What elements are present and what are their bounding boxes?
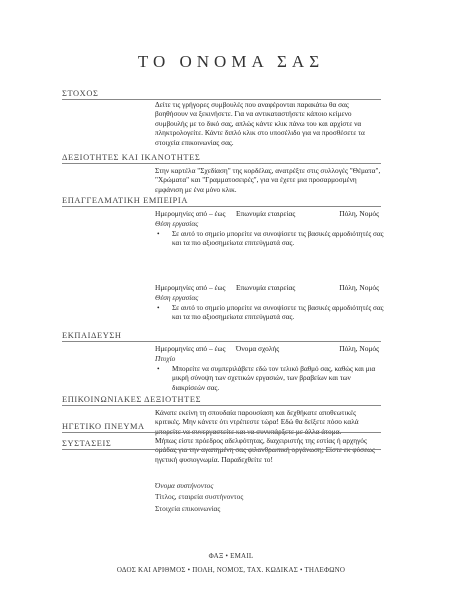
objective-text[interactable]: Δείτε τις γρήγορες συμβουλές που αναφέρονται παρακάτω θα σας βοηθήσουν να ξεκινήσετε. Για να αντικαταστήσετε κάποιο κείμενο συμβουλής με το δικό σας, απλώς κάντε κλικ πάνω του και αρχίστε να πληκτρολογείτε. Κάντε διπλό κλικ στο υποσέλιδο για να προσθέσετε τα στοιχεία επικοινωνίας σας. (155, 100, 365, 147)
section-divider (62, 432, 381, 433)
degree[interactable]: Πτυχίο (155, 354, 176, 363)
experience-heading: ΕΠΑΓΓΕΛΜΑΤΙΚΗ ΕΜΠΕΙΡΙΑ (62, 196, 188, 205)
page-title[interactable]: ΤΟ ΟΝΟΜΑ ΣΑΣ (137, 52, 325, 71)
job-bullet-text[interactable]: Σε αυτό το σημείο μπορείτε να συνοψίσετε τις βασικές αρμοδιότητές σας και τα πιο αξιοσημείωτα επιτεύγματά σας. (172, 230, 384, 248)
job-title[interactable]: Θέση εργασίας (155, 293, 199, 302)
job-location[interactable]: Πόλη, Νομός (339, 209, 379, 218)
education-bullet-text[interactable]: Μπορείτε να συμπεριλάβετε εδώ τον τελικό βαθμό σας, καθώς και μια μικρή σύνοψη των σχετικών εργασιών, των βραβείων και των διακρίσεών σας. (172, 365, 376, 392)
section-divider (62, 341, 381, 342)
bullet-icon: • (157, 304, 160, 312)
footer-fax-email[interactable]: ΦΑΞ • EMAIL (208, 552, 254, 560)
job-location[interactable]: Πόλη, Νομός (339, 283, 379, 292)
skills-heading: ΔΕΞΙΟΤΗΤΕΣ ΚΑΙ ΙΚΑΝΟΤΗΤΕΣ (62, 153, 201, 162)
job-company[interactable]: Επωνυμία εταιρείας (236, 283, 296, 292)
reference-name[interactable]: Όνομα συστήνοντος (155, 481, 214, 490)
skills-text[interactable]: Στην καρτέλα "Σχεδίαση" της κορδέλας, ανατρέξτε στις συλλογές "Θέματα", "Χρώματα" και "Γραμματοσειρές", για να έχετε μια προσαρμοσμένη εμφάνιση με ένα μόνο κλικ. (155, 166, 381, 194)
leadership-text[interactable]: Μήπως είστε πρόεδρος αδελφότητας, διαχειριστής της εστίας ή αρχηγός ομάδας για την αγαπημένη σας φιλανθρωπική οργάνωση; Είστε εκ φύσεως ηγετική φυσιογνωμία. Παραδεχθείτε το! (155, 436, 375, 464)
job-dates[interactable]: Ημερομηνίες από – έως (155, 283, 226, 292)
bullet-icon: • (157, 230, 160, 238)
school-location[interactable]: Πόλη, Νομός (339, 344, 379, 353)
school-name[interactable]: Όνομα σχολής (236, 344, 280, 353)
education-dates[interactable]: Ημερομηνίες από – έως (155, 344, 226, 353)
education-heading: ΕΚΠΑΙΔΕΥΣΗ (62, 331, 122, 340)
job-bullet-text[interactable]: Σε αυτό το σημείο μπορείτε να συνοψίσετε τις βασικές αρμοδιότητές σας και τα πιο αξιοσημείωτα επιτεύγματά σας. (172, 304, 384, 322)
reference-contact[interactable]: Στοιχεία επικοινωνίας (155, 504, 221, 513)
leadership-heading: ΗΓΕΤΙΚΟ ΠΝΕΥΜΑ (62, 422, 145, 431)
communication-heading: ΕΠΙΚΟΙΝΩΝΙΑΚΕΣ ΔΕΞΙΟΤΗΤΕΣ (62, 395, 202, 404)
section-divider (62, 206, 381, 207)
job-dates[interactable]: Ημερομηνίες από – έως (155, 209, 226, 218)
footer-address[interactable]: ΟΔΟΣ ΚΑΙ ΑΡΙΘΜΟΣ • ΠΟΛΗ, ΝΟΜΟΣ, ΤΑΧ. ΚΩΔΙΚΑΣ • ΤΗΛΕΦΩΝΟ (116, 566, 346, 574)
objective-heading: ΣΤΟΧΟΣ (62, 89, 99, 98)
section-divider (62, 405, 381, 406)
job-company[interactable]: Επωνυμία εταιρείας (236, 209, 296, 218)
bullet-icon: • (157, 365, 160, 373)
job-title[interactable]: Θέση εργασίας (155, 219, 199, 228)
references-heading: ΣΥΣΤΑΣΕΙΣ (62, 439, 112, 448)
communication-text[interactable]: Κάνατε εκείνη τη σπουδαία παρουσίαση και δεχθήκατε αποθεωτικές κριτικές. Μην κάνετε ότι ντρέπεστε τώρα! Εδώ θα δείξετε πόσο καλά μπορείτε να συνεργαστείτε και να συνυπάρξετε με άλλα άτομα. (155, 408, 359, 436)
section-divider (62, 449, 381, 450)
section-divider (62, 163, 381, 164)
reference-title[interactable]: Τίτλος, εταιρεία συστήνοντος (155, 492, 244, 501)
